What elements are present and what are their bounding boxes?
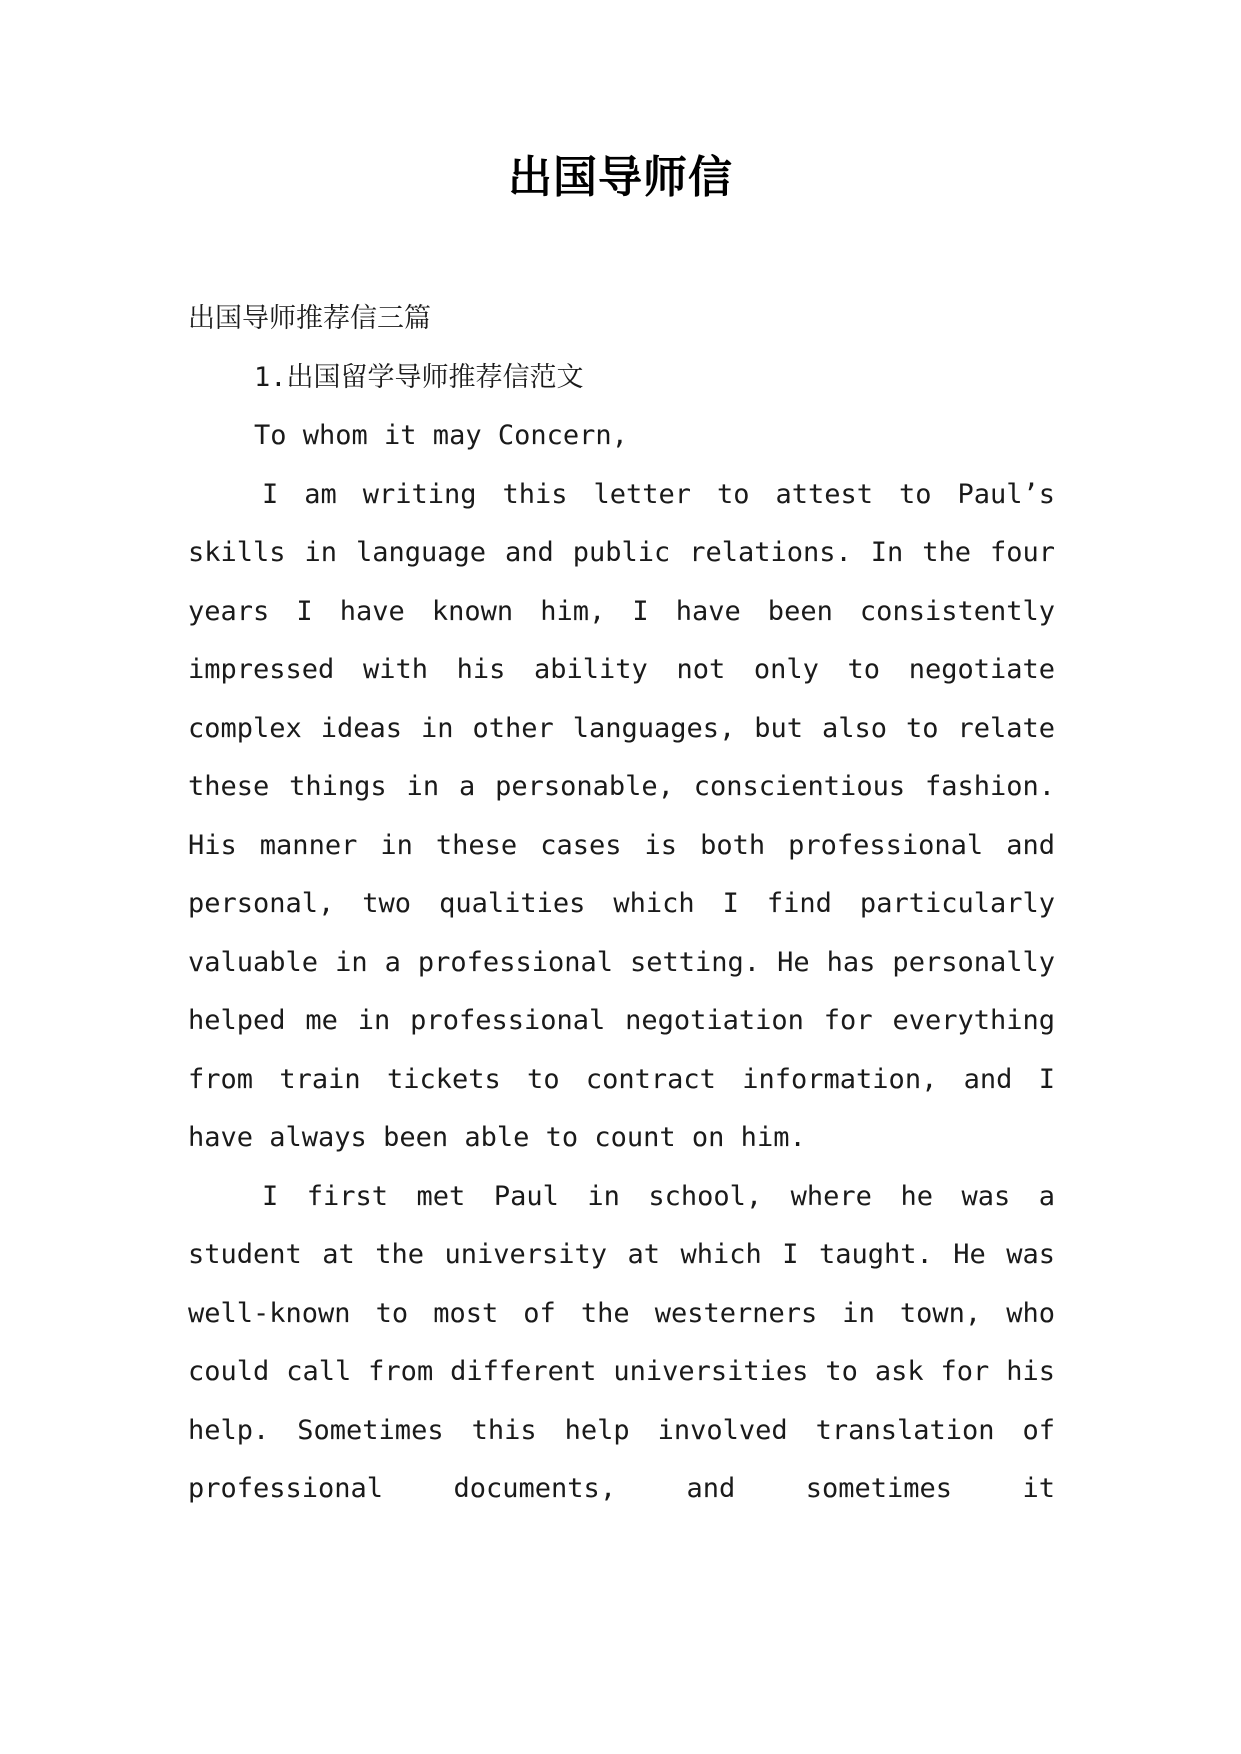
document-body [188,290,1055,1519]
letter-salutation: To whom it may Concern, [254,420,628,451]
section-subheading: 1.出国留学导师推荐信范文 [254,361,584,393]
letter-paragraph-2: I first met Paul in school, where he was a student at the university at which I taught. He was well-known to most of the westerners in town, who could call from different universities to ask for his help. Sometimes this help involved translation of professional documents, and sometimes it [188,1180,1055,1504]
document-title: 出国导师信 [508,152,733,203]
section-heading: 出国导师推荐信三篇 [188,303,431,334]
letter-paragraph-1: I am writing this letter to attest to Paul’s skills in language and public relations. In the four years I have known him, I have been consistently impressed with his ability not only to negotiate complex ideas in other languages, but also to relate these things in a personable, conscientious fashion. His manner in these cases is both professional and personal, two qualities which I find particularly valuable in a professional setting. He has personally helped me in professional negotiation for everything from train tickets to contract information, and I have always been able to count on him. [188,478,1055,1153]
